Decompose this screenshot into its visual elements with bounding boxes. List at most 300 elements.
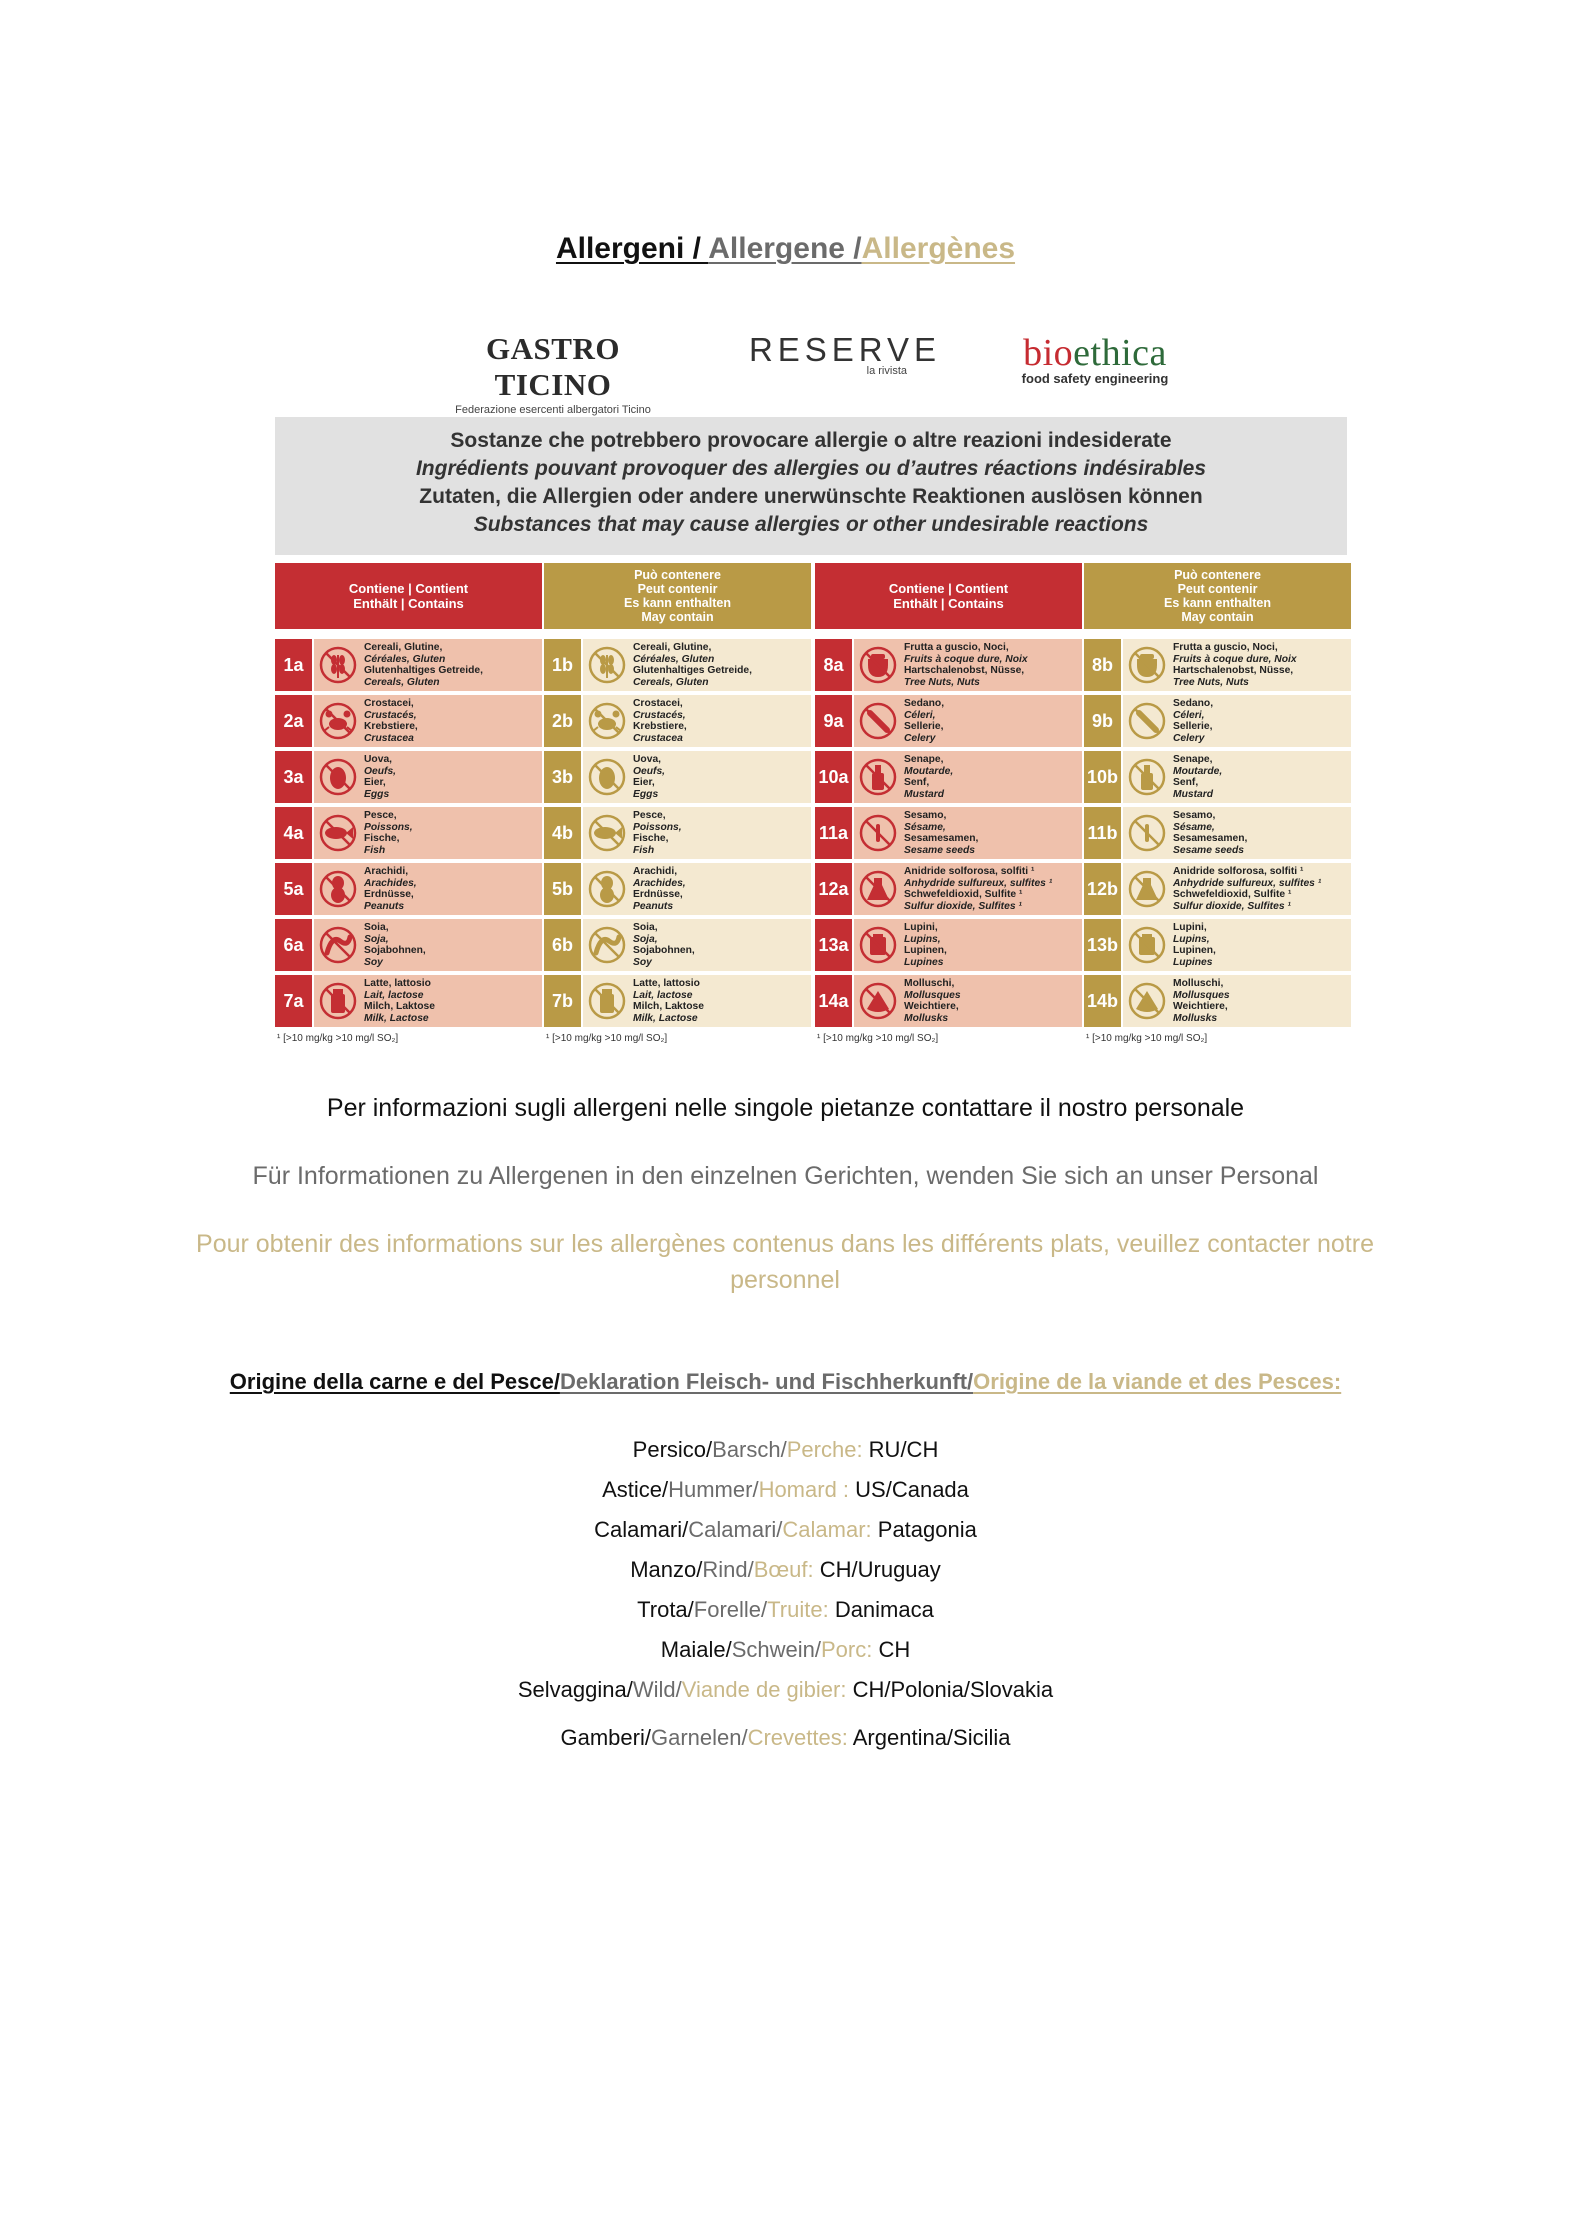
- allergen-description-line: Senf,: [1173, 777, 1199, 788]
- egg-icon: [587, 757, 627, 797]
- allergen-description-line: Sesamo,: [1173, 810, 1216, 821]
- header-line-it: Sostanze che potrebbero provocare allergie o altre reazioni indesiderate: [450, 429, 1172, 452]
- origin-item-de: Barsch/: [712, 1437, 787, 1462]
- allergen-description-line: Lait, lactose: [364, 989, 424, 1001]
- allergen-description-line: Pesce,: [364, 810, 397, 821]
- footnote: ¹ [>10 mg/kg >10 mg/l SO₂]: [546, 1033, 668, 1044]
- allergen-cell-body: [583, 751, 811, 803]
- origin-item: [0, 1430, 1571, 1470]
- header-line-en: Substances that may cause allergies or other undesirable reactions: [473, 513, 1149, 536]
- allergen-cell-body: [854, 975, 1082, 1027]
- origin-item-country: US/Canada: [855, 1477, 969, 1502]
- origin-item-it: Selvaggina/: [517, 1677, 633, 1702]
- allergen-description-line: Crustacea: [364, 732, 414, 744]
- origin-item: [0, 1590, 1571, 1630]
- allergen-description-line: Sesamo,: [904, 810, 947, 821]
- allergen-description-line: Eggs: [633, 788, 659, 800]
- allergen-cell-body: [314, 695, 542, 747]
- allergen-description-line: Poissons,: [633, 821, 682, 833]
- mollusc-icon: [858, 981, 898, 1021]
- allergen-description-line: Fish: [633, 844, 655, 856]
- egg-icon: [318, 757, 358, 797]
- column-header-line: Peut contenir: [637, 582, 718, 596]
- note-de: Für Informationen zu Allergenen in den einzelnen Gerichten, wenden Sie sich an unser Personal: [252, 1162, 1319, 1190]
- allergen-description-line: Crustacea: [633, 732, 683, 744]
- origin-item-fr: Bœuf:: [753, 1557, 820, 1582]
- allergen-description: [904, 978, 1082, 1024]
- allergen-description: [633, 922, 811, 968]
- allergen-description-line: Senf,: [904, 777, 930, 788]
- allergen-description-line: Lupini,: [1173, 922, 1207, 933]
- allergen-description-line: Cereals, Gluten: [364, 676, 440, 688]
- allergen-cell: [275, 863, 542, 915]
- origin-item-country: Argentina/Sicilia: [852, 1725, 1011, 1750]
- origin-item: [0, 1670, 1571, 1710]
- allergen-description-line: Anhydride sulfureux, sulfites ¹: [904, 877, 1053, 889]
- allergen-code: 10a: [815, 751, 852, 803]
- allergen-description-line: Krebstiere,: [364, 721, 418, 732]
- allergen-code: 4b: [544, 807, 581, 859]
- allergen-description-line: Tree Nuts, Nuts: [904, 676, 980, 688]
- allergen-cell-body: [1123, 975, 1351, 1027]
- wheat-icon: [587, 645, 627, 685]
- origin-item-country: RU/CH: [868, 1437, 939, 1462]
- soy-icon: [587, 925, 627, 965]
- nut-icon: [1127, 645, 1167, 685]
- reserve-logo: [745, 331, 945, 377]
- allergen-description-line: Soja,: [364, 933, 389, 945]
- allergen-cell: [1084, 975, 1351, 1027]
- allergen-description-line: Sellerie,: [1173, 721, 1213, 732]
- origin-item-country: CH: [878, 1637, 911, 1662]
- footnote: ¹ [>10 mg/kg >10 mg/l SO₂]: [817, 1033, 939, 1044]
- bioethica-logo-name: [995, 331, 1195, 375]
- origin-item-country: Danimaca: [834, 1597, 934, 1622]
- allergen-cell-body: [583, 807, 811, 859]
- allergen-description-line: Sedano,: [1173, 698, 1214, 709]
- origin-item-de: Forelle/: [693, 1597, 768, 1622]
- column-header-line: Es kann enthalten: [1164, 596, 1271, 610]
- allergen-description-line: Cereali, Glutine,: [633, 642, 712, 653]
- origin-item-country: Patagonia: [877, 1517, 977, 1542]
- allergen-cell: [544, 863, 811, 915]
- origin-item: [0, 1718, 1571, 1758]
- allergen-cell: [275, 975, 542, 1027]
- sulfite-icon: [858, 869, 898, 909]
- origin-title-de: Deklaration Fleisch- und Fischherkunft/: [559, 1369, 974, 1394]
- origin-item-it: Persico/: [632, 1437, 713, 1462]
- allergen-cell-body: [854, 639, 1082, 691]
- origin-item-fr: Viande de gibier:: [681, 1677, 853, 1702]
- origin-title-fr: Origine de la viande et des Pesces:: [973, 1369, 1342, 1394]
- allergen-description-line: Cereals, Gluten: [633, 676, 709, 688]
- allergen-description-line: Senape,: [1173, 754, 1213, 765]
- allergen-description-line: Molluschi,: [904, 978, 955, 989]
- column-header-may-contain: [544, 563, 811, 629]
- allergen-description-line: Lupins,: [904, 933, 941, 945]
- origin-item-it: Manzo/: [630, 1557, 703, 1582]
- allergen-cell-body: [583, 863, 811, 915]
- allergen-description-line: Erdnüsse,: [633, 889, 683, 900]
- mollusc-icon: [1127, 981, 1167, 1021]
- allergen-cell: [1084, 751, 1351, 803]
- column-header-line: Contiene | Contient: [348, 581, 469, 596]
- allergen-description-line: Sulfur dioxide, Sulfites ¹: [904, 900, 1022, 912]
- allergen-description-line: Crustacés,: [364, 709, 417, 721]
- soy-icon: [318, 925, 358, 965]
- allergen-description-line: Arachidi,: [633, 866, 678, 877]
- allergen-description-line: Glutenhaltiges Getreide,: [364, 665, 484, 676]
- allergen-description-line: Schwefeldioxid, Sulfite ¹: [1173, 889, 1292, 900]
- origin-item-fr: Calamar:: [782, 1517, 878, 1542]
- allergen-description: [904, 810, 1082, 856]
- allergen-cell: [815, 751, 1082, 803]
- allergen-cell-body: [583, 919, 811, 971]
- origin-item: [0, 1630, 1571, 1670]
- lupin-icon: [858, 925, 898, 965]
- allergen-description-line: Crostacei,: [633, 698, 683, 709]
- column-header-line: May contain: [641, 610, 714, 624]
- title-fr: Allergènes: [861, 232, 1016, 265]
- allergen-description-line: Sésame,: [904, 821, 946, 833]
- allergen-description-line: Latte, lattosio: [364, 978, 431, 989]
- allergen-description-line: Fische,: [364, 833, 400, 844]
- allergen-description: [633, 866, 811, 912]
- origin-item: [0, 1510, 1571, 1550]
- allergen-cell-body: [314, 919, 542, 971]
- allergen-description-line: Sesamesamen,: [904, 833, 979, 844]
- allergen-description-line: Moutarde,: [904, 765, 954, 777]
- origin-item-fr: Perche:: [786, 1437, 869, 1462]
- fish-icon: [587, 813, 627, 853]
- origin-item-de: Garnelen/: [650, 1725, 748, 1750]
- allergen-description: [1173, 642, 1351, 688]
- allergen-cell-body: [314, 639, 542, 691]
- allergen-cell: [815, 863, 1082, 915]
- allergen-cell: [1084, 695, 1351, 747]
- allergen-description-line: Anidride solforosa, solfiti ¹: [1173, 866, 1304, 877]
- allergen-description-line: Anidride solforosa, solfiti ¹: [904, 866, 1035, 877]
- allergen-cell: [544, 751, 811, 803]
- allergen-description-line: Crostacei,: [364, 698, 414, 709]
- reserve-logo-sub: la rivista: [866, 365, 907, 377]
- allergen-code: 6a: [275, 919, 312, 971]
- allergen-code: 6b: [544, 919, 581, 971]
- mustard-icon: [1127, 757, 1167, 797]
- allergen-description-line: Mollusques: [1173, 989, 1230, 1001]
- allergen-description-line: Eggs: [364, 788, 390, 800]
- bioethica-logo-part-b: ethica: [1073, 332, 1167, 374]
- allergen-description-line: Arachidi,: [364, 866, 409, 877]
- allergen-code: 12b: [1084, 863, 1121, 915]
- allergen-cell: [544, 695, 811, 747]
- milk-icon: [318, 981, 358, 1021]
- allergen-description: [1173, 978, 1351, 1024]
- allergen-cell-body: [1123, 639, 1351, 691]
- allergen-description-line: Glutenhaltiges Getreide,: [633, 665, 753, 676]
- allergen-description-line: Lupins,: [1173, 933, 1210, 945]
- nut-icon: [858, 645, 898, 685]
- allergen-code: 5a: [275, 863, 312, 915]
- origin-item-it: Gamberi/: [560, 1725, 651, 1750]
- allergen-description-line: Lupinen,: [1173, 945, 1216, 956]
- allergen-code: 9a: [815, 695, 852, 747]
- origin-item-it: Astice/: [602, 1477, 669, 1502]
- sesame-icon: [1127, 813, 1167, 853]
- allergen-cell: [544, 639, 811, 691]
- allergen-description-line: Céréales, Gluten: [364, 653, 446, 665]
- allergen-code: 5b: [544, 863, 581, 915]
- column-header-line: Enthält | Contains: [893, 596, 1004, 611]
- allergen-description: [364, 698, 542, 744]
- allergen-description-line: Eier,: [364, 777, 386, 788]
- column-header-line: Può contenere: [634, 568, 721, 582]
- allergen-description: [633, 698, 811, 744]
- milk-icon: [587, 981, 627, 1021]
- allergen-description-line: Arachides,: [633, 877, 686, 889]
- allergen-description-line: Sesame seeds: [904, 844, 975, 856]
- allergen-cell-body: [854, 919, 1082, 971]
- allergen-description-line: Peanuts: [633, 900, 674, 912]
- allergen-description-line: Sojabohnen,: [364, 945, 426, 956]
- allergen-cell-body: [1123, 919, 1351, 971]
- origin-item-de: Hummer/: [668, 1477, 759, 1502]
- column-header-may-contain: [1084, 563, 1351, 629]
- allergen-description: [904, 866, 1082, 912]
- allergen-description-line: Uova,: [364, 754, 393, 765]
- origin-title-it: Origine della carne e del Pesce/: [229, 1369, 560, 1394]
- allergen-cell-body: [314, 807, 542, 859]
- allergen-description-line: Soia,: [633, 922, 658, 933]
- allergen-description-line: Cereali, Glutine,: [364, 642, 443, 653]
- origin-item-de: Schwein/: [731, 1637, 821, 1662]
- allergen-cell-body: [583, 975, 811, 1027]
- chart-header: [275, 417, 1347, 555]
- origin-item-fr: Homard :: [758, 1477, 856, 1502]
- bioethica-logo-sub: food safety engineering: [1021, 371, 1169, 386]
- allergen-description-line: Fische,: [633, 833, 669, 844]
- allergen-code: 7a: [275, 975, 312, 1027]
- allergen-description-line: Sesamesamen,: [1173, 833, 1248, 844]
- allergen-description-line: Poissons,: [364, 821, 413, 833]
- allergen-cell-body: [854, 695, 1082, 747]
- allergen-cell: [275, 751, 542, 803]
- origin-item-country: CH/Uruguay: [819, 1557, 941, 1582]
- allergen-description: [633, 810, 811, 856]
- allergen-description-line: Hartschalenobst, Nüsse,: [904, 665, 1025, 676]
- title-it: Allergeni /: [555, 232, 709, 265]
- peanut-icon: [587, 869, 627, 909]
- allergen-cell-body: [854, 807, 1082, 859]
- allergen-description-line: Milch, Laktose: [633, 1001, 704, 1012]
- allergen-code: 10b: [1084, 751, 1121, 803]
- allergen-description-line: Lait, lactose: [633, 989, 693, 1001]
- allergen-cell: [275, 807, 542, 859]
- reserve-logo-name: RESERVE: [748, 331, 942, 368]
- allergen-description: [364, 642, 542, 688]
- origin-item: [0, 1550, 1571, 1590]
- allergen-cell-body: [854, 863, 1082, 915]
- allergen-cell: [815, 919, 1082, 971]
- allergen-cell-body: [314, 751, 542, 803]
- allergen-description-line: Mustard: [1173, 788, 1214, 800]
- origin-item-de: Rind/: [702, 1557, 754, 1582]
- allergen-code: 1a: [275, 639, 312, 691]
- logo-bar: [275, 315, 1375, 416]
- allergen-description-line: Sulfur dioxide, Sulfites ¹: [1173, 900, 1291, 912]
- allergen-description: [633, 642, 811, 688]
- allergen-code: 8a: [815, 639, 852, 691]
- allergen-description-line: Eier,: [633, 777, 655, 788]
- allergen-description-line: Latte, lattosio: [633, 978, 700, 989]
- allergen-code: 14a: [815, 975, 852, 1027]
- allergen-cell: [1084, 639, 1351, 691]
- allergen-description-line: Erdnüsse,: [364, 889, 414, 900]
- peanut-icon: [318, 869, 358, 909]
- allergen-description-line: Arachides,: [364, 877, 417, 889]
- allergen-cell-body: [1123, 751, 1351, 803]
- allergen-code: 2b: [544, 695, 581, 747]
- allergen-cell: [1084, 807, 1351, 859]
- column-header-contains: [275, 563, 542, 629]
- origin-list: [0, 1430, 1571, 1758]
- column-header-line: Può contenere: [1174, 568, 1261, 582]
- allergen-description: [1173, 698, 1351, 744]
- allergen-description-line: Molluschi,: [1173, 978, 1224, 989]
- allergen-description-line: Fish: [364, 844, 386, 856]
- allergen-code: 11a: [815, 807, 852, 859]
- bioethica-logo-part-a: bio: [1023, 332, 1074, 374]
- allergen-description-line: Lupini,: [904, 922, 938, 933]
- allergen-description-line: Pesce,: [633, 810, 666, 821]
- origin-item-fr: Porc:: [820, 1637, 879, 1662]
- allergen-code: 7b: [544, 975, 581, 1027]
- wheat-icon: [318, 645, 358, 685]
- fish-icon: [318, 813, 358, 853]
- allergen-description-line: Oeufs,: [633, 765, 666, 777]
- allergen-description-line: Soia,: [364, 922, 389, 933]
- allergen-cell: [1084, 863, 1351, 915]
- lupin-icon: [1127, 925, 1167, 965]
- allergen-cell: [275, 695, 542, 747]
- allergen-description: [1173, 810, 1351, 856]
- allergen-description-line: Krebstiere,: [633, 721, 687, 732]
- allergen-description-line: Moutarde,: [1173, 765, 1223, 777]
- allergen-cell: [815, 695, 1082, 747]
- column-header-line: May contain: [1181, 610, 1254, 624]
- allergen-description-line: Anhydride sulfureux, sulfites ¹: [1173, 877, 1322, 889]
- gastroticino-logo: [443, 331, 663, 416]
- allergen-cell-body: [314, 975, 542, 1027]
- allergen-description: [904, 922, 1082, 968]
- allergen-description-line: Milk, Lactose: [633, 1012, 698, 1024]
- allergen-description: [364, 866, 542, 912]
- allergen-description: [904, 754, 1082, 800]
- origin-item-fr: Truite:: [767, 1597, 835, 1622]
- allergen-description-line: Sesame seeds: [1173, 844, 1244, 856]
- allergen-description-line: Schwefeldioxid, Sulfite ¹: [904, 889, 1023, 900]
- allergen-description: [364, 978, 542, 1024]
- allergen-description-line: Milk, Lactose: [364, 1012, 429, 1024]
- allergen-description-line: Sésame,: [1173, 821, 1215, 833]
- allergen-description-line: Sedano,: [904, 698, 945, 709]
- allergen-cell-body: [583, 695, 811, 747]
- allergen-code: 3a: [275, 751, 312, 803]
- column-header-line: Peut contenir: [1177, 582, 1258, 596]
- column-header-contains: [815, 563, 1082, 629]
- allergen-cell: [544, 807, 811, 859]
- allergen-code: 1b: [544, 639, 581, 691]
- allergen-code: 3b: [544, 751, 581, 803]
- allergen-description: [364, 754, 542, 800]
- header-line-de: Zutaten, die Allergien oder andere unerwünschte Reaktionen auslösen können: [419, 485, 1203, 508]
- gastroticino-logo-sub: Federazione esercenti albergatori Ticino: [455, 404, 651, 416]
- allergen-cell: [275, 639, 542, 691]
- allergen-code: 11b: [1084, 807, 1121, 859]
- allergen-description-line: Soy: [633, 956, 652, 968]
- allergen-description-line: Soy: [364, 956, 383, 968]
- allergen-cell: [815, 807, 1082, 859]
- footnote: ¹ [>10 mg/kg >10 mg/l SO₂]: [1086, 1033, 1208, 1044]
- origin-item-de: Wild/: [632, 1677, 682, 1702]
- origin-title: [0, 1366, 1571, 1398]
- allergen-description-line: Mustard: [904, 788, 945, 800]
- allergen-description-line: Mollusks: [1173, 1012, 1218, 1024]
- allergen-cell: [544, 975, 811, 1027]
- column-header-line: Enthält | Contains: [353, 596, 464, 611]
- origin-item-fr: Crevettes:: [747, 1725, 853, 1750]
- note-it: Per informazioni sugli allergeni nelle singole pietanze contattare il nostro personale: [326, 1094, 1245, 1122]
- allergen-description-line: Uova,: [633, 754, 662, 765]
- allergen-code: 13a: [815, 919, 852, 971]
- allergen-description-line: Soja,: [633, 933, 658, 945]
- allergen-description-line: Celery: [904, 732, 936, 744]
- allergen-cell-body: [314, 863, 542, 915]
- allergen-code: 12a: [815, 863, 852, 915]
- allergen-description-line: Oeufs,: [364, 765, 397, 777]
- gastroticino-logo-name: GASTRO TICINO: [486, 331, 620, 402]
- allergen-description: [904, 642, 1082, 688]
- origin-item-country: CH/Polonia/Slovakia: [852, 1677, 1054, 1702]
- allergen-cell: [275, 919, 542, 971]
- allergen-description: [1173, 754, 1351, 800]
- allergen-cell-body: [583, 639, 811, 691]
- allergen-chart: [275, 315, 1375, 1060]
- allergen-cell: [544, 919, 811, 971]
- sesame-icon: [858, 813, 898, 853]
- allergen-description-line: Tree Nuts, Nuts: [1173, 676, 1249, 688]
- allergen-description-line: Céréales, Gluten: [633, 653, 715, 665]
- mustard-icon: [858, 757, 898, 797]
- allergen-description-line: Sojabohnen,: [633, 945, 695, 956]
- header-line-fr: Ingrédients pouvant provoquer des allergies ou d’autres réactions indésirables: [415, 457, 1207, 480]
- allergen-description-line: Milch, Laktose: [364, 1001, 435, 1012]
- allergen-code: 9b: [1084, 695, 1121, 747]
- origin-item-it: Calamari/: [594, 1517, 689, 1542]
- origin-item-it: Trota/: [637, 1597, 694, 1622]
- allergen-description-line: Hartschalenobst, Nüsse,: [1173, 665, 1294, 676]
- allergen-description-line: Frutta a guscio, Noci,: [904, 642, 1009, 653]
- column-header-line: Contiene | Contient: [888, 581, 1009, 596]
- allergen-description-line: Peanuts: [364, 900, 405, 912]
- allergen-description-line: Frutta a guscio, Noci,: [1173, 642, 1278, 653]
- origin-item-de: Calamari/: [688, 1517, 783, 1542]
- allergen-description-line: Lupines: [1173, 956, 1213, 968]
- allergen-cell-body: [854, 751, 1082, 803]
- allergen-cell: [1084, 919, 1351, 971]
- allergen-code: 2a: [275, 695, 312, 747]
- allergen-description-line: Weichtiere,: [904, 1001, 959, 1012]
